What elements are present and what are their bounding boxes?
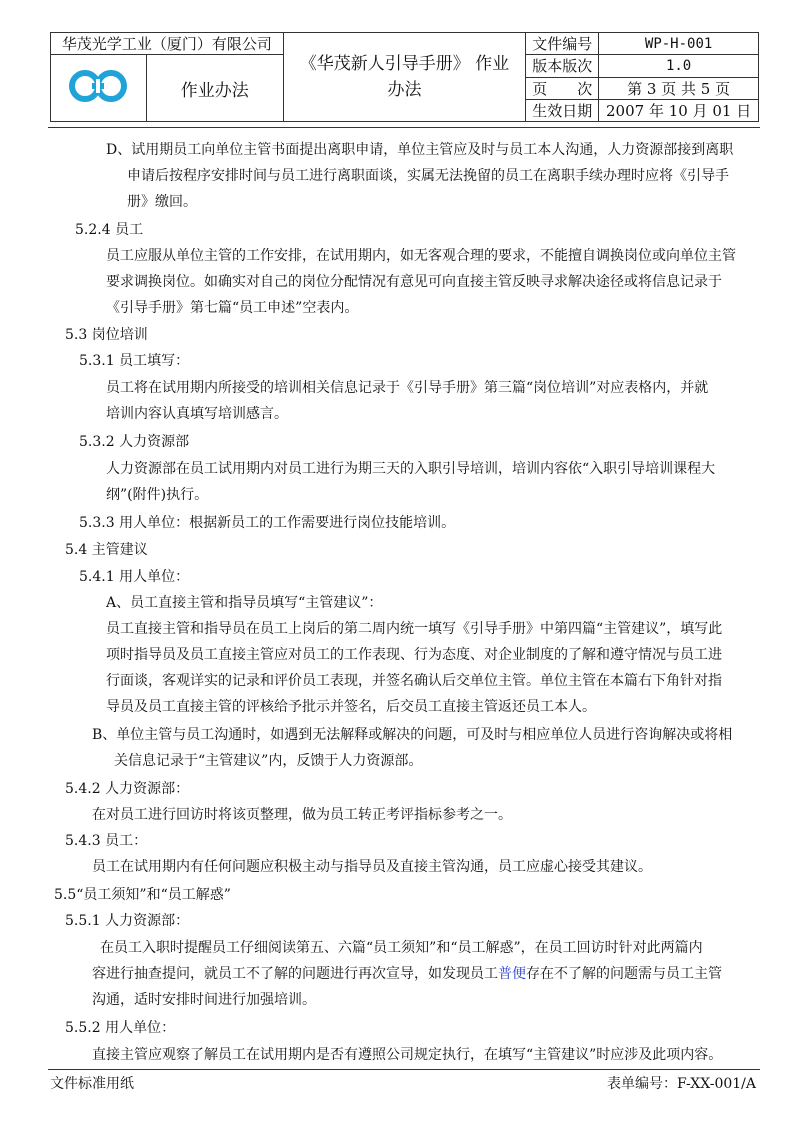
section-heading: 5.3.3 用人单位：根据新员工的工作需要进行岗位技能培训。 bbox=[79, 515, 456, 531]
text-segment: 存在不了解的问题需与员工主管 bbox=[526, 966, 722, 982]
text-line: 申请后按程序安排时间与员工进行离职面谈，实属无法挽留的员工在离职手续办理时应将《引导手 bbox=[127, 168, 729, 184]
header-divider bbox=[48, 127, 760, 128]
footer-left: 文件标准用纸 bbox=[50, 1076, 134, 1092]
text-line: A、员工直接主管和指导员填写“主管建议”： bbox=[106, 595, 383, 611]
text-line: 培训内容认真填写培训感言。 bbox=[106, 406, 288, 422]
text-line: 导员及员工直接主管的评核给予批示并签名，后交员工直接主管返还员工本人。 bbox=[106, 699, 596, 715]
footer-form-number: 表单编号：F-XX-001/A bbox=[606, 1076, 756, 1092]
field-label-doc-number: 文件编号 bbox=[526, 33, 599, 55]
text-line: 纲”(附件)执行。 bbox=[106, 487, 209, 503]
text-line: 员工在试用期内有任何问题应积极主动与指导员及直接主管沟通，员工应虚心接受其建议。 bbox=[92, 859, 652, 875]
text-line: 在员工入职时提醒员工仔细阅读第五、六篇“员工须知”和“员工解惑”，在员工回访时针对此两篇内 bbox=[100, 940, 703, 956]
field-value-page: 第 3 页 共 5 页 bbox=[599, 77, 759, 99]
section-heading: 5.3.2 人力资源部 bbox=[79, 434, 190, 450]
section-heading: 5.4 主管建议 bbox=[65, 542, 148, 558]
text-line: 册》缴回。 bbox=[127, 194, 197, 210]
section-heading: 5.5“员工须知”和“员工解惑” bbox=[54, 887, 231, 903]
section-heading: 5.3.1 员工填写： bbox=[79, 353, 190, 369]
section-heading: 5.5.1 人力资源部： bbox=[65, 913, 190, 929]
text-segment: 容进行抽查提问，就员工不了解的问题进行再次宣导，如发现员工 bbox=[92, 966, 498, 982]
field-value-doc-number: WP-H-001 bbox=[599, 33, 759, 55]
text-line: 员工应服从单位主管的工作安排，在试用期内，如无客观合理的要求，不能擅自调换岗位或向单位主管 bbox=[106, 248, 736, 264]
text-line: D、试用期员工向单位主管书面提出离职申请，单位主管应及时与员工本人沟通，人力资源部接到离职 bbox=[106, 142, 734, 158]
text-line: 员工直接主管和指导员在员工上岗后的第二周内统一填写《引导手册》中第四篇“主管建议”，填写此 bbox=[106, 621, 723, 637]
company-logo bbox=[51, 55, 147, 122]
document-title: 《华茂新人引导手册》 作业办法 bbox=[283, 33, 526, 122]
field-value-effective-date: 2007 年 10 月 01 日 bbox=[599, 99, 759, 121]
company-name: 华茂光学工业（厦门）有限公司 bbox=[51, 33, 284, 55]
text-line: 在对员工进行回访时将该页整理，做为员工转正考评指标参考之一。 bbox=[92, 807, 512, 823]
field-value-version: 1.0 bbox=[599, 55, 759, 77]
text-line: 要求调换岗位。如确实对自己的岗位分配情况有意见可向直接主管反映寻求解决途径或将信息记录于 bbox=[106, 274, 722, 290]
text-line: 行面谈，客观详实的记录和评价员工表现，并签名确认后交单位主管。单位主管在本篇右下角针对指 bbox=[106, 673, 722, 689]
section-heading: 5.3 岗位培训 bbox=[65, 327, 148, 343]
highlighted-word: 普便 bbox=[498, 966, 526, 982]
footer-divider bbox=[48, 1069, 760, 1070]
section-heading: 5.2.4 员工 bbox=[75, 222, 144, 238]
field-label-effective-date: 生效日期 bbox=[526, 99, 599, 121]
text-line: B、单位主管与员工沟通时，如遇到无法解释或解决的问题，可及时与相应单位人员进行咨询解决或将相 bbox=[92, 727, 733, 743]
section-heading: 5.4.1 用人单位： bbox=[79, 569, 190, 585]
text-line: 项时指导员及员工直接主管应对员工的工作表现、行为态度、对企业制度的了解和遵守情况与员工进 bbox=[106, 647, 722, 663]
section-heading: 5.4.3 员工： bbox=[65, 833, 148, 849]
text-line: 人力资源部在员工试用期内对员工进行为期三天的入职引导培训，培训内容依“入职引导培训课程大 bbox=[106, 461, 716, 477]
header-table bbox=[50, 32, 759, 122]
text-line: 员工将在试用期内所接受的培训相关信息记录于《引导手册》第三篇“岗位培训”对应表格内，并就 bbox=[106, 380, 709, 396]
text-line bbox=[92, 965, 722, 983]
field-label-version: 版本版次 bbox=[526, 55, 599, 77]
text-line: 沟通，适时安排时间进行加强培训。 bbox=[92, 992, 316, 1008]
field-label-page: 页 次 bbox=[526, 77, 599, 99]
text-line: 直接主管应观察了解员工在试用期内是否有遵照公司规定执行，在填写“主管建议”时应涉及此项内容。 bbox=[92, 1047, 723, 1063]
section-heading: 5.5.2 用人单位： bbox=[65, 1020, 176, 1036]
logo-icon bbox=[68, 69, 128, 103]
doc-type: 作业办法 bbox=[146, 55, 283, 122]
text-line: 《引导手册》第七篇“员工申述”空表内。 bbox=[106, 300, 359, 316]
text-line: 关信息记录于“主管建议”内，反馈于人力资源部。 bbox=[114, 753, 423, 769]
section-heading: 5.4.2 人力资源部： bbox=[65, 781, 190, 797]
